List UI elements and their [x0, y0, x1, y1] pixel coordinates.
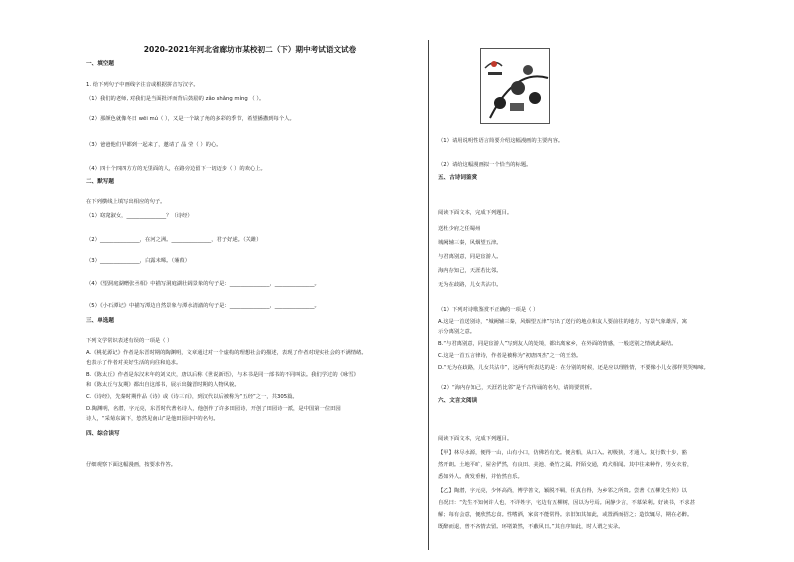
left-text-line: B.《陈太丘》作者是东汉末年的刘义庆，唐以后称《世说新语》，与本书是同一部书的不同叫法。我们学过的《咏雪》	[86, 372, 359, 378]
right-text-line: A.这是一首送别诗，“城阙辅三秦，风烟望五津”写出了送行的地点和友人要前往的地方，写景气象雄浑，寓	[438, 319, 688, 325]
left-text-line: （3）_______________，白露未晞。（蒹葭）	[86, 258, 191, 264]
page-title: 2020-2021年河北省廊坊市某校初二（下）期中考试语文试卷	[143, 45, 357, 54]
right-text-line: 既醉而退，曾不吝情去留。环堵萧然，不蔽风日。”其自序如此，时人谓之实录。	[438, 524, 624, 530]
right-text-line: 【乙】陶潜，字元亮，少怀高尚，博学善文，颖脱不羁，任真自得，为乡邻之所贵。尝著《五柳先生传》以	[438, 488, 687, 494]
left-text-line: D.陶渊明，名潜，字元亮，东晋时代著名诗人，他创作了许多田园诗，开创了田园诗一派，是中国第一位田园	[86, 406, 341, 412]
left-text-line: （4）四十个四四方方的无里面的人，在路旁边留下一切迈步（ ）的欢心上。	[86, 166, 266, 172]
left-text-line: 1. 给下列句子中画线字注音或根据拼音写汉字。	[86, 82, 199, 88]
right-text-line: （1）请用说明性语言简要介绍这幅漫画的主要内容。	[438, 138, 564, 144]
left-text-line: A.《桃花源记》作者是东晋时期的陶渊明，文章通过对一个虚构的理想社会的描述，表现了作者对现实社会的不满情绪。	[86, 350, 367, 356]
left-text-line: 仔细观察下面这幅漫画，按要求作答。	[86, 462, 177, 468]
left-text-line: 和《陈太丘与友期》都出自这部书，展示出魏晋时期的人物风貌。	[86, 382, 240, 388]
left-text-line: （2）_______________，在河之洲。_______________，君子好逑。（关雎）	[86, 237, 262, 243]
left-text-line: （5）《小石潭记》中描写潭边自然景象与潭水清澈的句子是：_______________，_______________。	[86, 303, 320, 309]
right-text-line: 与君离别意，同是宦游人。	[438, 254, 502, 260]
left-text-line: （2）那颜色就像冬日 wēi mú（ ），又是一个缺了角的多彩的季节，希望播撒到每个人。	[86, 116, 295, 122]
right-text-line: 阅读下面文本，完成下列题目。	[438, 436, 513, 442]
left-section-heading: 一、填空题	[86, 61, 114, 67]
right-text-line: 阅读下面文本，完成下列题目。	[438, 210, 513, 216]
left-text-line: C.《诗经》，先秦时期作品《诗》或《诗三百》，到汉代以后被称为“五经”之一，共305篇。	[86, 394, 298, 400]
left-text-line: （1）窈窕淑女，_______________？（诗经）	[86, 213, 193, 219]
right-text-line: 然开朗。土地平旷，屋舍俨然，有良田、美池、桑竹之属。阡陌交通，鸡犬相闻。其中往来种作，男女衣着，	[438, 462, 693, 468]
right-text-line: 自况曰：“先生不知何许人也，不详姓字，宅边有五柳树，因以为号焉。闲静少言，不慕荣利。好读书，不求甚	[438, 500, 695, 506]
left-text-line: （3）爸爸他们早都到一起来了，邀请了 晶 莹（ ）的心。	[86, 142, 222, 148]
right-section-heading: 五、古诗词鉴赏	[438, 175, 478, 181]
right-text-line: 无为在歧路，儿女共沾巾。	[438, 282, 502, 288]
left-text-line: 也表示了作者对美好生活的向往和追求。	[86, 360, 182, 366]
column-divider	[428, 40, 429, 550]
left-section-heading: 二、默写题	[86, 179, 114, 185]
left-section-heading: 三、单选题	[86, 318, 114, 324]
right-text-line: 【甲】林尽水源，便得一山，山有小口，仿佛若有光。便舍船，从口入。初极狭，才通人。复行数十步，豁	[438, 450, 687, 456]
right-section-heading: 六、文言文阅读	[438, 398, 478, 404]
left-text-line: 下列文学常识表述有误的一项是（ ）	[86, 338, 173, 344]
right-text-line: 解；每有会意，便欣然忘食。性嗜酒，家贫不能常得。亲旧知其如此，或置酒而招之；造饮辄尽，期在必醉。	[438, 512, 693, 518]
left-text-line: 诗人，“采菊东篱下，悠然见南山”是他田园诗中的名句。	[86, 416, 219, 422]
right-text-line: 示分离别之意。	[438, 329, 476, 335]
left-text-line: 在下列横线上填写出相应的句子。	[86, 199, 166, 205]
cartoon-illustration	[480, 48, 550, 124]
left-text-line: （1）我们的老师, 对我们是当面批评而背后鼓励的 zǎo shǎng míng （ ）。	[86, 96, 265, 102]
right-text-line: D.“无为在歧路，儿女共沾巾”，这两句所表达的是：在分别的时候，还是应以理胜情，不要像小儿女那样哭哭啼啼。	[438, 365, 709, 371]
right-text-line: （2）“海内存知己，天涯若比邻”是千古传诵的名句，请简要赏析。	[438, 385, 596, 391]
right-text-line: （1）下列对诗歌鉴赏不正确的一项是（ ）	[438, 307, 539, 313]
right-text-line: 悉如外人。黄发垂髫，并怡然自乐。	[438, 474, 523, 480]
right-text-line: 城阙辅三秦，风烟望五津。	[438, 240, 502, 246]
right-text-line: C.这是一首五言律诗，作者是被称为“初唐四杰”之一的王勃。	[438, 353, 582, 359]
right-text-line: 送杜少府之任蜀州	[438, 226, 481, 232]
left-section-heading: 四、综合读写	[86, 431, 120, 437]
right-text-line: （2）请给这幅漫画拟一个恰当的标题。	[438, 162, 532, 168]
right-text-line: 海内存知己，天涯若比邻。	[438, 268, 502, 274]
left-text-line: （4）《望洞庭湖赠张丞相》中描写洞庭湖壮阔景象的句子是：_______________，_______________。	[86, 281, 320, 287]
right-text-line: B.“与君离别意，同是宦游人”写到友人的处境，都出离家乡，在外面的情感，一般送别之情就此凝结。	[438, 341, 677, 347]
